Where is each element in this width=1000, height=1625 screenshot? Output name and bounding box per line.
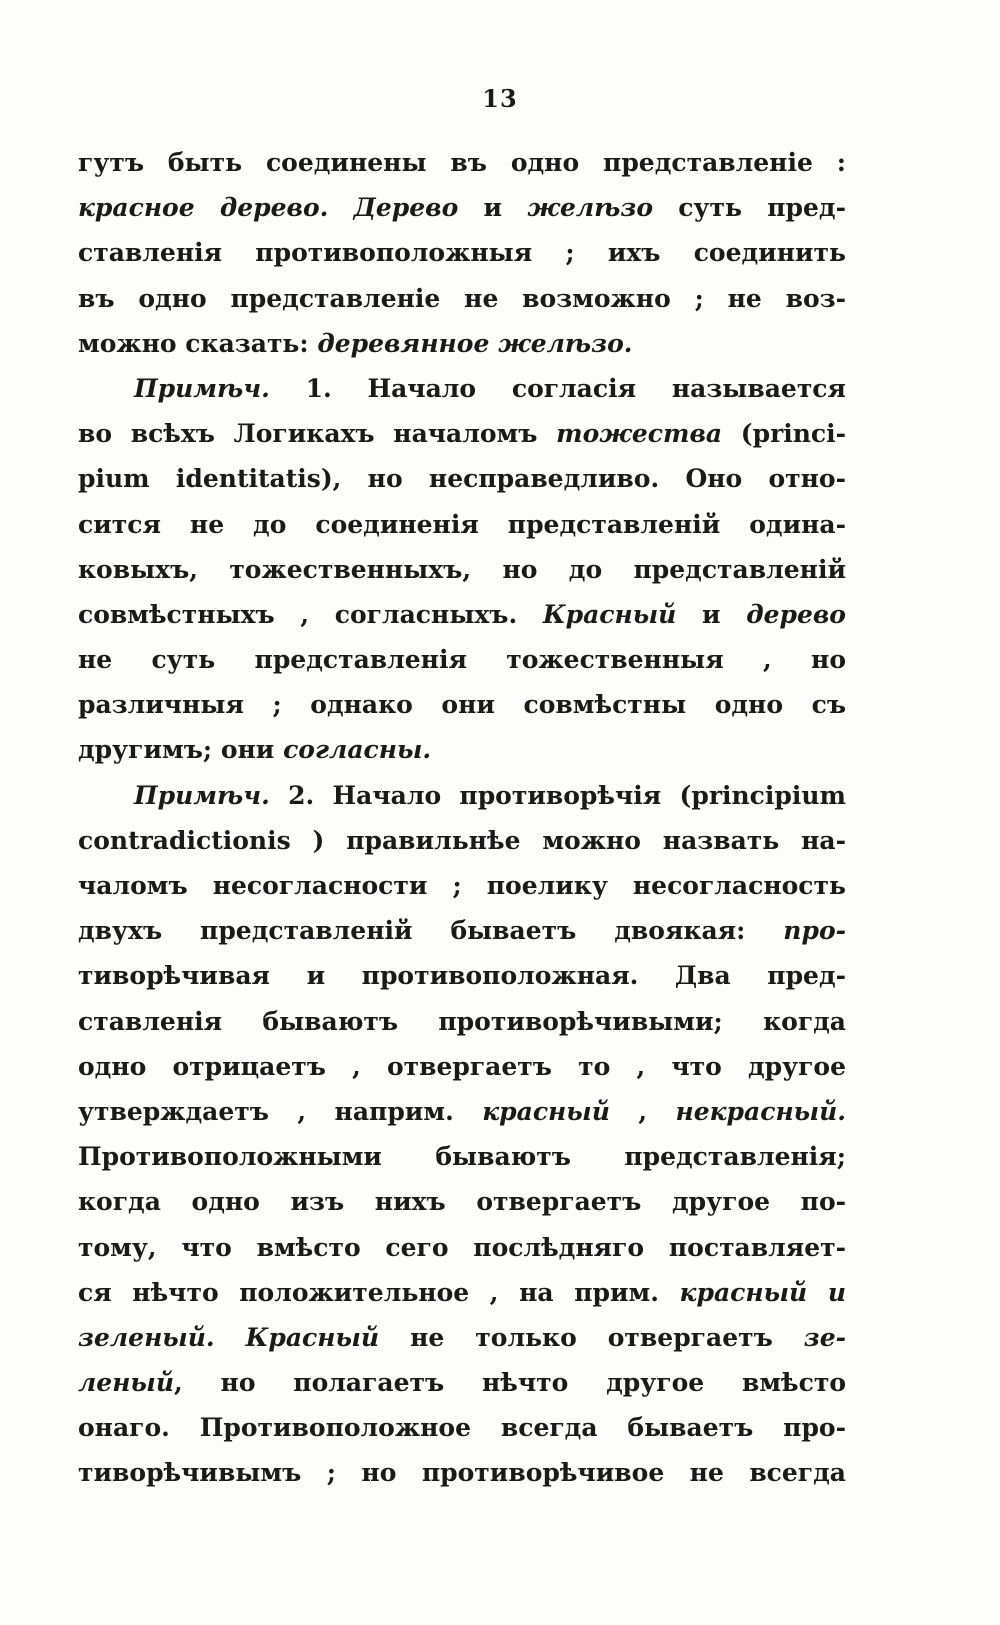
text-segment: одно отрицаетъ , отвергаетъ то , что другое bbox=[78, 1051, 846, 1081]
italic-text: красный и bbox=[679, 1277, 846, 1307]
text-segment: , bbox=[609, 1096, 676, 1126]
text-segment: 1. Начало согласія называется bbox=[269, 373, 846, 403]
text-segment: не только отвергаетъ bbox=[379, 1322, 804, 1352]
text-segment: можно сказать: bbox=[78, 328, 318, 358]
italic-text: дерево bbox=[746, 599, 846, 629]
text-line bbox=[78, 140, 846, 185]
italic-text: Дерево bbox=[353, 193, 459, 223]
italic-text: красный bbox=[482, 1096, 610, 1126]
text-line bbox=[78, 863, 846, 908]
text-segment: различныя ; однако они совмѣстны одно съ bbox=[78, 690, 846, 720]
text-line bbox=[78, 999, 846, 1044]
text-segment: ся нѣчто положительное , на прим. bbox=[78, 1277, 680, 1307]
italic-text: про- bbox=[783, 916, 846, 946]
text-line bbox=[78, 637, 846, 682]
text-line bbox=[78, 185, 846, 230]
text-segment: pium identitatis), но несправедливо. Оно отно- bbox=[78, 464, 846, 494]
text-line bbox=[78, 1225, 846, 1270]
text-line bbox=[78, 592, 846, 637]
text-segment: другимъ; они bbox=[78, 735, 284, 765]
text-segment: чаломъ несогласности ; поелику несогласность bbox=[78, 871, 846, 900]
text-line bbox=[78, 502, 846, 547]
body-text bbox=[78, 140, 846, 1496]
text-line bbox=[78, 908, 846, 953]
text-line bbox=[78, 818, 846, 863]
text-line bbox=[78, 547, 846, 592]
text-line bbox=[78, 1044, 846, 1089]
text-segment: Противоположными бываютъ представленія; bbox=[78, 1142, 846, 1172]
text-segment: гутъ быть соединены въ одно представленіе : bbox=[78, 148, 846, 177]
italic-text: зе- bbox=[803, 1322, 847, 1352]
text-line bbox=[78, 1134, 846, 1179]
text-segment: и bbox=[458, 193, 528, 223]
text-segment: тиворѣчивая и противоположная. Два пред- bbox=[78, 961, 846, 991]
text-line bbox=[78, 456, 846, 501]
text-line bbox=[78, 1405, 846, 1450]
text-segment: ставленія бываютъ противорѣчивыми; когда bbox=[78, 1006, 846, 1036]
text-segment: во всѣхъ Логикахъ началомъ bbox=[78, 419, 557, 449]
text-line bbox=[78, 773, 846, 818]
italic-text: согласны. bbox=[283, 735, 432, 765]
text-line bbox=[78, 1450, 846, 1495]
italic-text: деревянное желѣзо. bbox=[317, 328, 633, 358]
italic-text: зеленый. Красный bbox=[78, 1322, 380, 1352]
italic-text: красное дерево. bbox=[78, 193, 329, 223]
text-line bbox=[78, 411, 846, 456]
text-segment: сится не до соединенія представленій одина- bbox=[78, 509, 846, 539]
text-line bbox=[78, 1270, 846, 1315]
italic-text: леный bbox=[78, 1368, 175, 1398]
text-segment: тиворѣчивымъ ; но противорѣчивое не всегда bbox=[78, 1458, 846, 1488]
text-line bbox=[78, 321, 846, 366]
text-segment: contradictionis ) правильнѣе можно назвать на- bbox=[78, 825, 846, 855]
text-segment: тому, что вмѣсто сего послѣдняго поставляет- bbox=[78, 1232, 846, 1262]
text-segment: (princi- bbox=[722, 419, 847, 449]
text-segment: , но полагаетъ нѣчто другое вмѣсто bbox=[174, 1368, 846, 1398]
italic-text: Красный bbox=[542, 599, 677, 629]
italic-text: тожества bbox=[556, 419, 723, 449]
text-segment: совмѣстныхъ , согласныхъ. bbox=[78, 599, 543, 629]
text-line bbox=[78, 1360, 846, 1405]
text-segment bbox=[328, 193, 353, 222]
text-segment: суть пред- bbox=[653, 193, 846, 223]
text-line bbox=[78, 1315, 846, 1360]
italic-text: Примѣч. bbox=[134, 780, 270, 810]
text-segment: утверждаетъ , наприм. bbox=[78, 1096, 483, 1126]
text-segment: двухъ представленій бываетъ двоякая: bbox=[78, 916, 784, 946]
text-segment: ставленія противоположныя ; ихъ соединить bbox=[78, 238, 846, 268]
text-line bbox=[78, 682, 846, 727]
text-line bbox=[78, 727, 846, 772]
text-segment: не суть представленія тожественныя , но bbox=[78, 645, 846, 675]
text-segment: когда одно изъ нихъ отвергаетъ другое по- bbox=[78, 1187, 846, 1217]
text-segment: онаго. Противоположное всегда бываетъ про- bbox=[78, 1413, 846, 1443]
text-line bbox=[78, 1089, 846, 1134]
text-segment: 2. Начало противорѣчія (principium bbox=[269, 780, 846, 810]
italic-text: некрасный. bbox=[675, 1096, 846, 1126]
text-line bbox=[78, 276, 846, 321]
text-segment: и bbox=[676, 599, 747, 629]
text-line bbox=[78, 953, 846, 998]
text-segment: ковыхъ, тожественныхъ, но до представленій bbox=[78, 554, 846, 584]
text-line bbox=[78, 230, 846, 275]
page-number: 13 bbox=[482, 84, 518, 113]
italic-text: желѣзо bbox=[527, 193, 654, 223]
italic-text: Примѣч. bbox=[134, 373, 270, 403]
text-line bbox=[78, 1179, 846, 1224]
text-line bbox=[78, 366, 846, 411]
text-segment: въ одно представленіе не возможно ; не воз- bbox=[78, 283, 846, 313]
